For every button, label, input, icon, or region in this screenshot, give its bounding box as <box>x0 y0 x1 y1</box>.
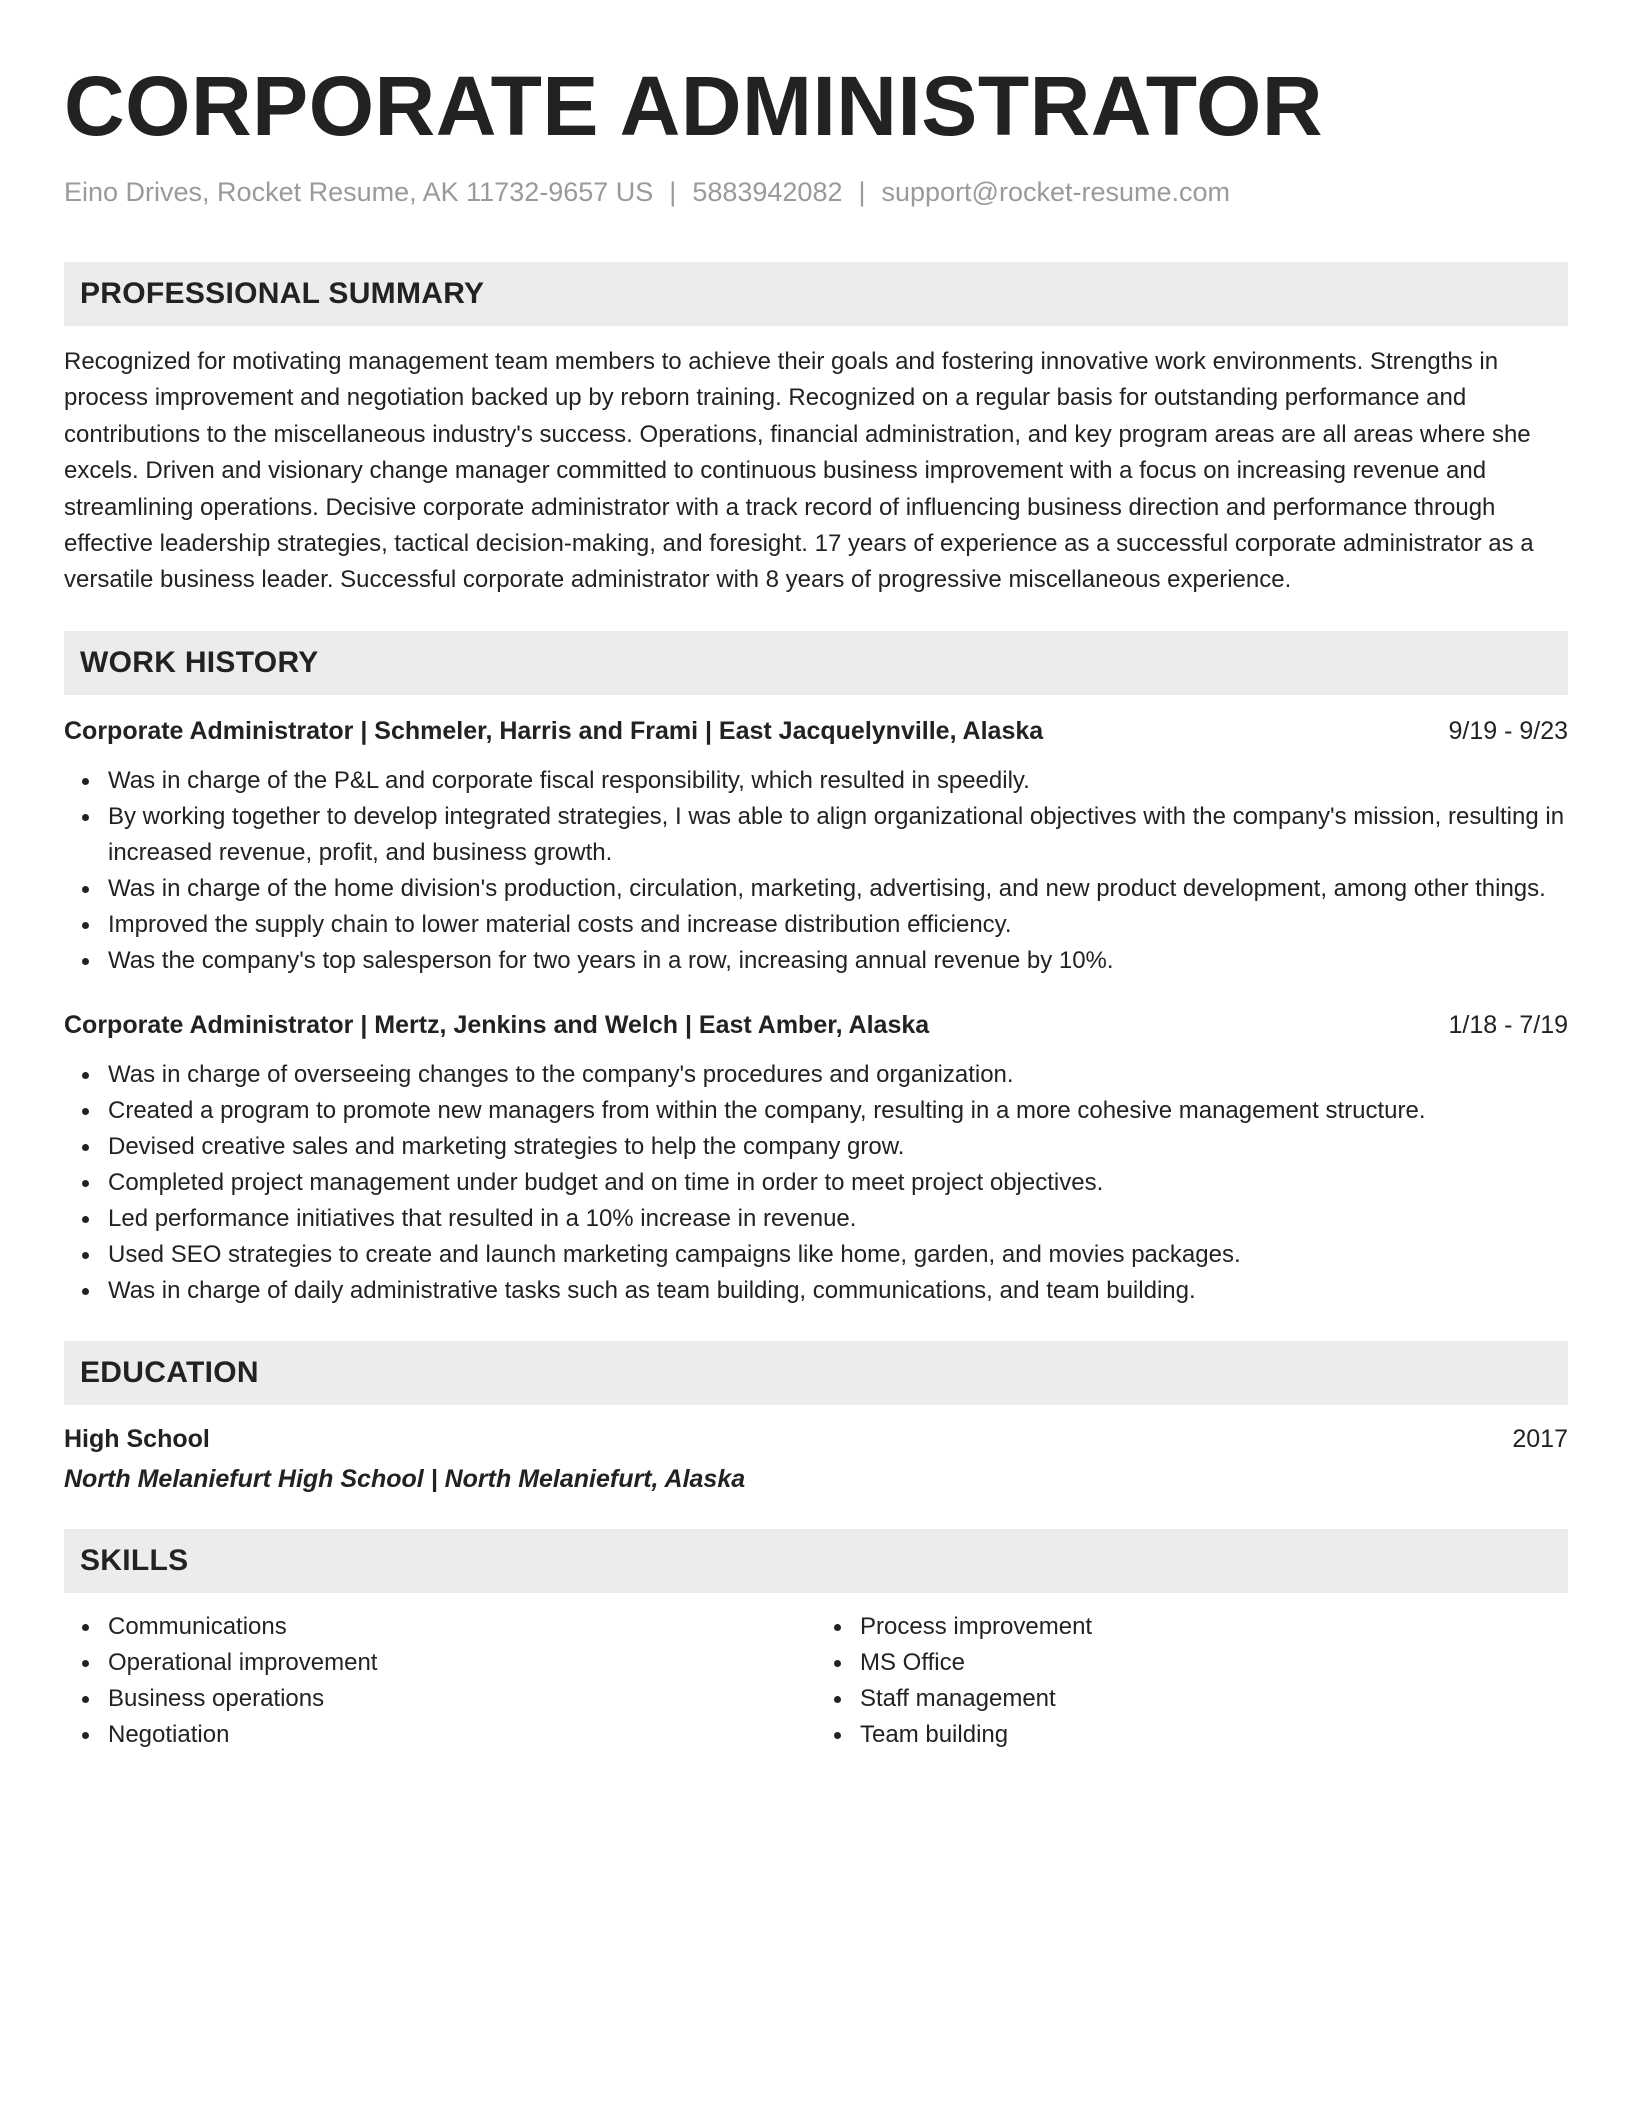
skill-item: Negotiation <box>108 1717 816 1753</box>
contact-phone: 5883942082 <box>692 177 843 207</box>
list-item: Was in charge of the P&L and corporate fiscal responsibility, which resulted in speedily. <box>108 763 1568 799</box>
summary-text: Recognized for motivating management team members to achieve their goals and fostering innovative work environments. Strengths in process improvement and negotiation backed up by reborn training. Recognized on a regular basis for outstanding performance and contributions to the miscellaneous industry's success. Operations, financial administration, and key program areas are all areas where she excels. Driven and visionary change manager committed to continuous business improvement with a focus on increasing revenue and streamlining operations. Decisive corporate administrator with a track record of influencing business direction and performance through effective leadership strategies, tactical decision-making, and foresight. 17 years of experience as a successful corporate administrator as a versatile business leader. Successful corporate administrator with 8 years of progressive miscellaneous experience. <box>64 348 1534 594</box>
list-item: Was in charge of daily administrative tasks such as team building, communications, and team building. <box>108 1273 1568 1309</box>
skills-list <box>64 1609 816 1753</box>
list-item: Improved the supply chain to lower material costs and increase distribution efficiency. <box>108 907 1568 943</box>
job-header <box>64 713 1568 749</box>
skills-list <box>816 1609 1568 1753</box>
list-item: Was in charge of overseeing changes to the company's procedures and organization. <box>108 1057 1568 1093</box>
section-title: PROFESSIONAL SUMMARY <box>80 277 485 310</box>
skill-item: Business operations <box>108 1681 816 1717</box>
list-item: Devised creative sales and marketing strategies to help the company grow. <box>108 1129 1568 1165</box>
skills-column-left <box>64 1609 816 1753</box>
contact-separator: | <box>858 177 866 207</box>
education-year: 2017 <box>1512 1424 1568 1453</box>
list-item: By working together to develop integrated strategies, I was able to align organizational objectives with the company's mission, resulting in increased revenue, profit, and business growth. <box>108 799 1568 871</box>
education-header <box>64 1421 1568 1457</box>
job-dates: 9/19 - 9/23 <box>1448 716 1568 745</box>
list-item: Used SEO strategies to create and launch marketing campaigns like home, garden, and movies packages. <box>108 1237 1568 1273</box>
section-header-summary <box>64 262 1568 326</box>
education-school: North Melaniefurt High School | North Melaniefurt, Alaska <box>64 1464 746 1493</box>
skill-item: Staff management <box>860 1681 1568 1717</box>
section-title: SKILLS <box>80 1543 189 1577</box>
list-item: Was the company's top salesperson for two years in a row, increasing annual revenue by 10%. <box>108 943 1568 979</box>
skill-item: MS Office <box>860 1645 1568 1681</box>
section-header-education <box>64 1341 1568 1405</box>
skills-grid <box>64 1609 1568 1753</box>
list-item: Led performance initiatives that resulted in a 10% increase in revenue. <box>108 1201 1568 1237</box>
job-bullets <box>64 763 1568 979</box>
section-header-skills <box>64 1529 1568 1593</box>
list-item: Was in charge of the home division's production, circulation, marketing, advertising, and new product development, among other things. <box>108 871 1568 907</box>
job-dates: 1/18 - 7/19 <box>1448 1010 1568 1039</box>
job-header <box>64 1007 1568 1043</box>
list-item: Completed project management under budget and on time in order to meet project objectives. <box>108 1165 1568 1201</box>
job-entry <box>64 713 1568 979</box>
skill-item: Team building <box>860 1717 1568 1753</box>
skill-item: Communications <box>108 1609 816 1645</box>
skills-column-right <box>816 1609 1568 1753</box>
contact-line <box>64 174 1568 210</box>
job-title: Corporate Administrator | Mertz, Jenkins and Welch | East Amber, Alaska <box>64 1010 930 1039</box>
resume-name: CORPORATE ADMINISTRATOR <box>64 59 1324 153</box>
section-title: EDUCATION <box>80 1355 259 1389</box>
section-header-work-history <box>64 631 1568 695</box>
job-bullets <box>64 1057 1568 1309</box>
job-entry <box>64 1007 1568 1309</box>
skill-item: Operational improvement <box>108 1645 816 1681</box>
contact-address: Eino Drives, Rocket Resume, AK 11732-9657 US <box>64 177 654 207</box>
contact-email: support@rocket-resume.com <box>881 177 1231 207</box>
list-item: Created a program to promote new managers from within the company, resulting in a more cohesive management structure. <box>108 1093 1568 1129</box>
contact-separator: | <box>669 177 677 207</box>
job-title: Corporate Administrator | Schmeler, Harris and Frami | East Jacquelynville, Alaska <box>64 716 1044 745</box>
section-title: WORK HISTORY <box>80 645 319 679</box>
skill-item: Process improvement <box>860 1609 1568 1645</box>
education-degree: High School <box>64 1424 210 1453</box>
